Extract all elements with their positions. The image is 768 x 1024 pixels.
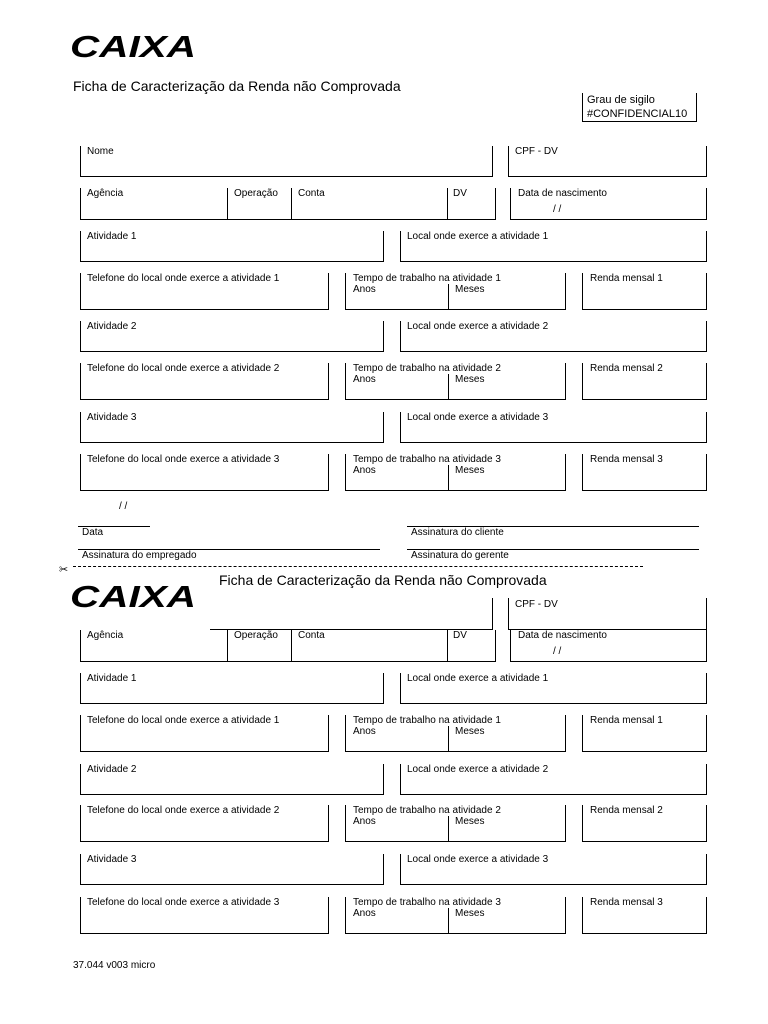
agencia-label: Agência	[87, 188, 124, 199]
atividade-label: Atividade 1	[87, 673, 137, 684]
atividade-2-field-bottom[interactable]	[80, 764, 384, 795]
cpf-label: CPF - DV	[515, 146, 558, 157]
local-label: Local onde exerce a atividade 1	[407, 673, 549, 684]
telefone-3-field-bottom[interactable]	[80, 897, 329, 934]
tempo-1-field-bottom[interactable]	[345, 715, 566, 752]
svg-text:CAIXA: CAIXA	[70, 580, 196, 610]
local-label: Local onde exerce a atividade 2	[407, 764, 549, 775]
caixa-logo-top	[70, 30, 200, 60]
atividade-label: Atividade 3	[87, 854, 137, 865]
tempo-3-field[interactable]	[345, 454, 566, 491]
renda-3-field[interactable]	[582, 454, 707, 491]
anos-label: Anos	[353, 908, 376, 919]
renda-label: Renda mensal 3	[590, 897, 663, 908]
meses-label: Meses	[455, 465, 485, 476]
cpf-field[interactable]	[508, 146, 707, 177]
atividade-1-field[interactable]	[80, 231, 384, 262]
svg-text:CAIXA: CAIXA	[70, 30, 196, 60]
tempo-divider	[448, 284, 449, 309]
conta-divider	[227, 630, 228, 661]
cut-line	[73, 566, 643, 567]
atividade-label: Atividade 2	[87, 764, 137, 775]
nome-field-bottom[interactable]	[210, 598, 493, 630]
conta-label: Conta	[298, 188, 325, 199]
conta-divider	[227, 188, 228, 219]
local-3-field[interactable]	[400, 412, 707, 443]
date-slashes: / /	[119, 501, 128, 512]
renda-label: Renda mensal 1	[590, 715, 663, 726]
tempo-1-field[interactable]	[345, 273, 566, 310]
telefone-2-field[interactable]	[80, 363, 329, 400]
nascimento-label: Data de nascimento	[518, 188, 607, 199]
local-1-field-bottom[interactable]	[400, 673, 707, 704]
nascimento-slashes: / /	[553, 646, 562, 657]
renda-2-field-bottom[interactable]	[582, 805, 707, 842]
telefone-label: Telefone do local onde exerce a atividade 2	[87, 363, 280, 374]
atividade-2-field[interactable]	[80, 321, 384, 352]
renda-label: Renda mensal 1	[590, 273, 663, 284]
dv-label: DV	[453, 188, 467, 199]
dv-label: DV	[453, 630, 467, 641]
anos-label: Anos	[353, 284, 376, 295]
tempo-divider	[448, 374, 449, 399]
atividade-label: Atividade 2	[87, 321, 137, 332]
tempo-label: Tempo de trabalho na atividade 2	[353, 363, 501, 374]
caixa-logo-bottom	[70, 580, 200, 610]
nascimento-field[interactable]	[510, 188, 707, 220]
anos-label: Anos	[353, 465, 376, 476]
data-label: Data	[82, 527, 104, 538]
tempo-divider	[448, 726, 449, 751]
tempo-3-field-bottom[interactable]	[345, 897, 566, 934]
conta-divider	[291, 630, 292, 661]
meses-label: Meses	[455, 284, 485, 295]
renda-2-field[interactable]	[582, 363, 707, 400]
telefone-label: Telefone do local onde exerce a atividade 1	[87, 273, 280, 284]
local-3-field-bottom[interactable]	[400, 854, 707, 885]
anos-label: Anos	[353, 374, 376, 385]
confidentiality-value: #CONFIDENCIAL10	[587, 108, 688, 120]
conta-label: Conta	[298, 630, 325, 641]
telefone-1-field-bottom[interactable]	[80, 715, 329, 752]
tempo-2-field-bottom[interactable]	[345, 805, 566, 842]
renda-3-field-bottom[interactable]	[582, 897, 707, 934]
tempo-divider	[448, 908, 449, 933]
cpf-label: CPF - DV	[515, 599, 558, 610]
tempo-label: Tempo de trabalho na atividade 1	[353, 273, 501, 284]
tempo-label: Tempo de trabalho na atividade 3	[353, 454, 501, 465]
conta-group	[80, 188, 496, 220]
gerente-label: Assinatura do gerente	[411, 550, 509, 561]
nascimento-field-bottom[interactable]	[510, 630, 707, 662]
atividade-label: Atividade 3	[87, 412, 137, 423]
conta-divider	[447, 188, 448, 219]
renda-label: Renda mensal 2	[590, 363, 663, 374]
nome-label: Nome	[87, 146, 114, 157]
tempo-divider	[448, 465, 449, 490]
telefone-label: Telefone do local onde exerce a atividade 2	[87, 805, 280, 816]
conta-group-bottom	[80, 630, 496, 662]
local-label: Local onde exerce a atividade 3	[407, 854, 549, 865]
form-title-bottom: Ficha de Caracterização da Renda não Comprovada	[219, 572, 547, 588]
tempo-divider	[448, 816, 449, 841]
conta-divider	[291, 188, 292, 219]
renda-1-field-bottom[interactable]	[582, 715, 707, 752]
atividade-3-field-bottom[interactable]	[80, 854, 384, 885]
nascimento-label: Data de nascimento	[518, 630, 607, 641]
nascimento-slashes: / /	[553, 204, 562, 215]
telefone-3-field[interactable]	[80, 454, 329, 491]
cliente-label: Assinatura do cliente	[411, 527, 504, 538]
local-2-field[interactable]	[400, 321, 707, 352]
scissors-icon: ✂	[59, 563, 69, 576]
telefone-label: Telefone do local onde exerce a atividade 3	[87, 454, 280, 465]
meses-label: Meses	[455, 816, 485, 827]
tempo-label: Tempo de trabalho na atividade 1	[353, 715, 501, 726]
telefone-label: Telefone do local onde exerce a atividade 1	[87, 715, 280, 726]
nome-field[interactable]	[80, 146, 493, 177]
confidentiality-label: Grau de sigilo	[587, 94, 655, 106]
atividade-label: Atividade 1	[87, 231, 137, 242]
operacao-label: Operação	[234, 630, 278, 641]
confidentiality-box	[582, 93, 697, 122]
atividade-1-field-bottom[interactable]	[80, 673, 384, 704]
telefone-2-field-bottom[interactable]	[80, 805, 329, 842]
anos-label: Anos	[353, 726, 376, 737]
local-label: Local onde exerce a atividade 3	[407, 412, 549, 423]
renda-1-field[interactable]	[582, 273, 707, 310]
meses-label: Meses	[455, 908, 485, 919]
telefone-label: Telefone do local onde exerce a atividade 3	[87, 897, 280, 908]
meses-label: Meses	[455, 726, 485, 737]
meses-label: Meses	[455, 374, 485, 385]
operacao-label: Operação	[234, 188, 278, 199]
tempo-label: Tempo de trabalho na atividade 3	[353, 897, 501, 908]
renda-label: Renda mensal 2	[590, 805, 663, 816]
atividade-3-field[interactable]	[80, 412, 384, 443]
local-label: Local onde exerce a atividade 2	[407, 321, 549, 332]
renda-label: Renda mensal 3	[590, 454, 663, 465]
telefone-1-field[interactable]	[80, 273, 329, 310]
local-1-field[interactable]	[400, 231, 707, 262]
tempo-2-field[interactable]	[345, 363, 566, 400]
form-title-top: Ficha de Caracterização da Renda não Comprovada	[73, 78, 401, 94]
form-code: 37.044 v003 micro	[73, 960, 156, 971]
empregado-label: Assinatura do empregado	[82, 550, 197, 561]
local-2-field-bottom[interactable]	[400, 764, 707, 795]
tempo-label: Tempo de trabalho na atividade 2	[353, 805, 501, 816]
anos-label: Anos	[353, 816, 376, 827]
cpf-field-bottom[interactable]	[508, 598, 707, 630]
agencia-label: Agência	[87, 630, 124, 641]
conta-divider	[447, 630, 448, 661]
local-label: Local onde exerce a atividade 1	[407, 231, 549, 242]
